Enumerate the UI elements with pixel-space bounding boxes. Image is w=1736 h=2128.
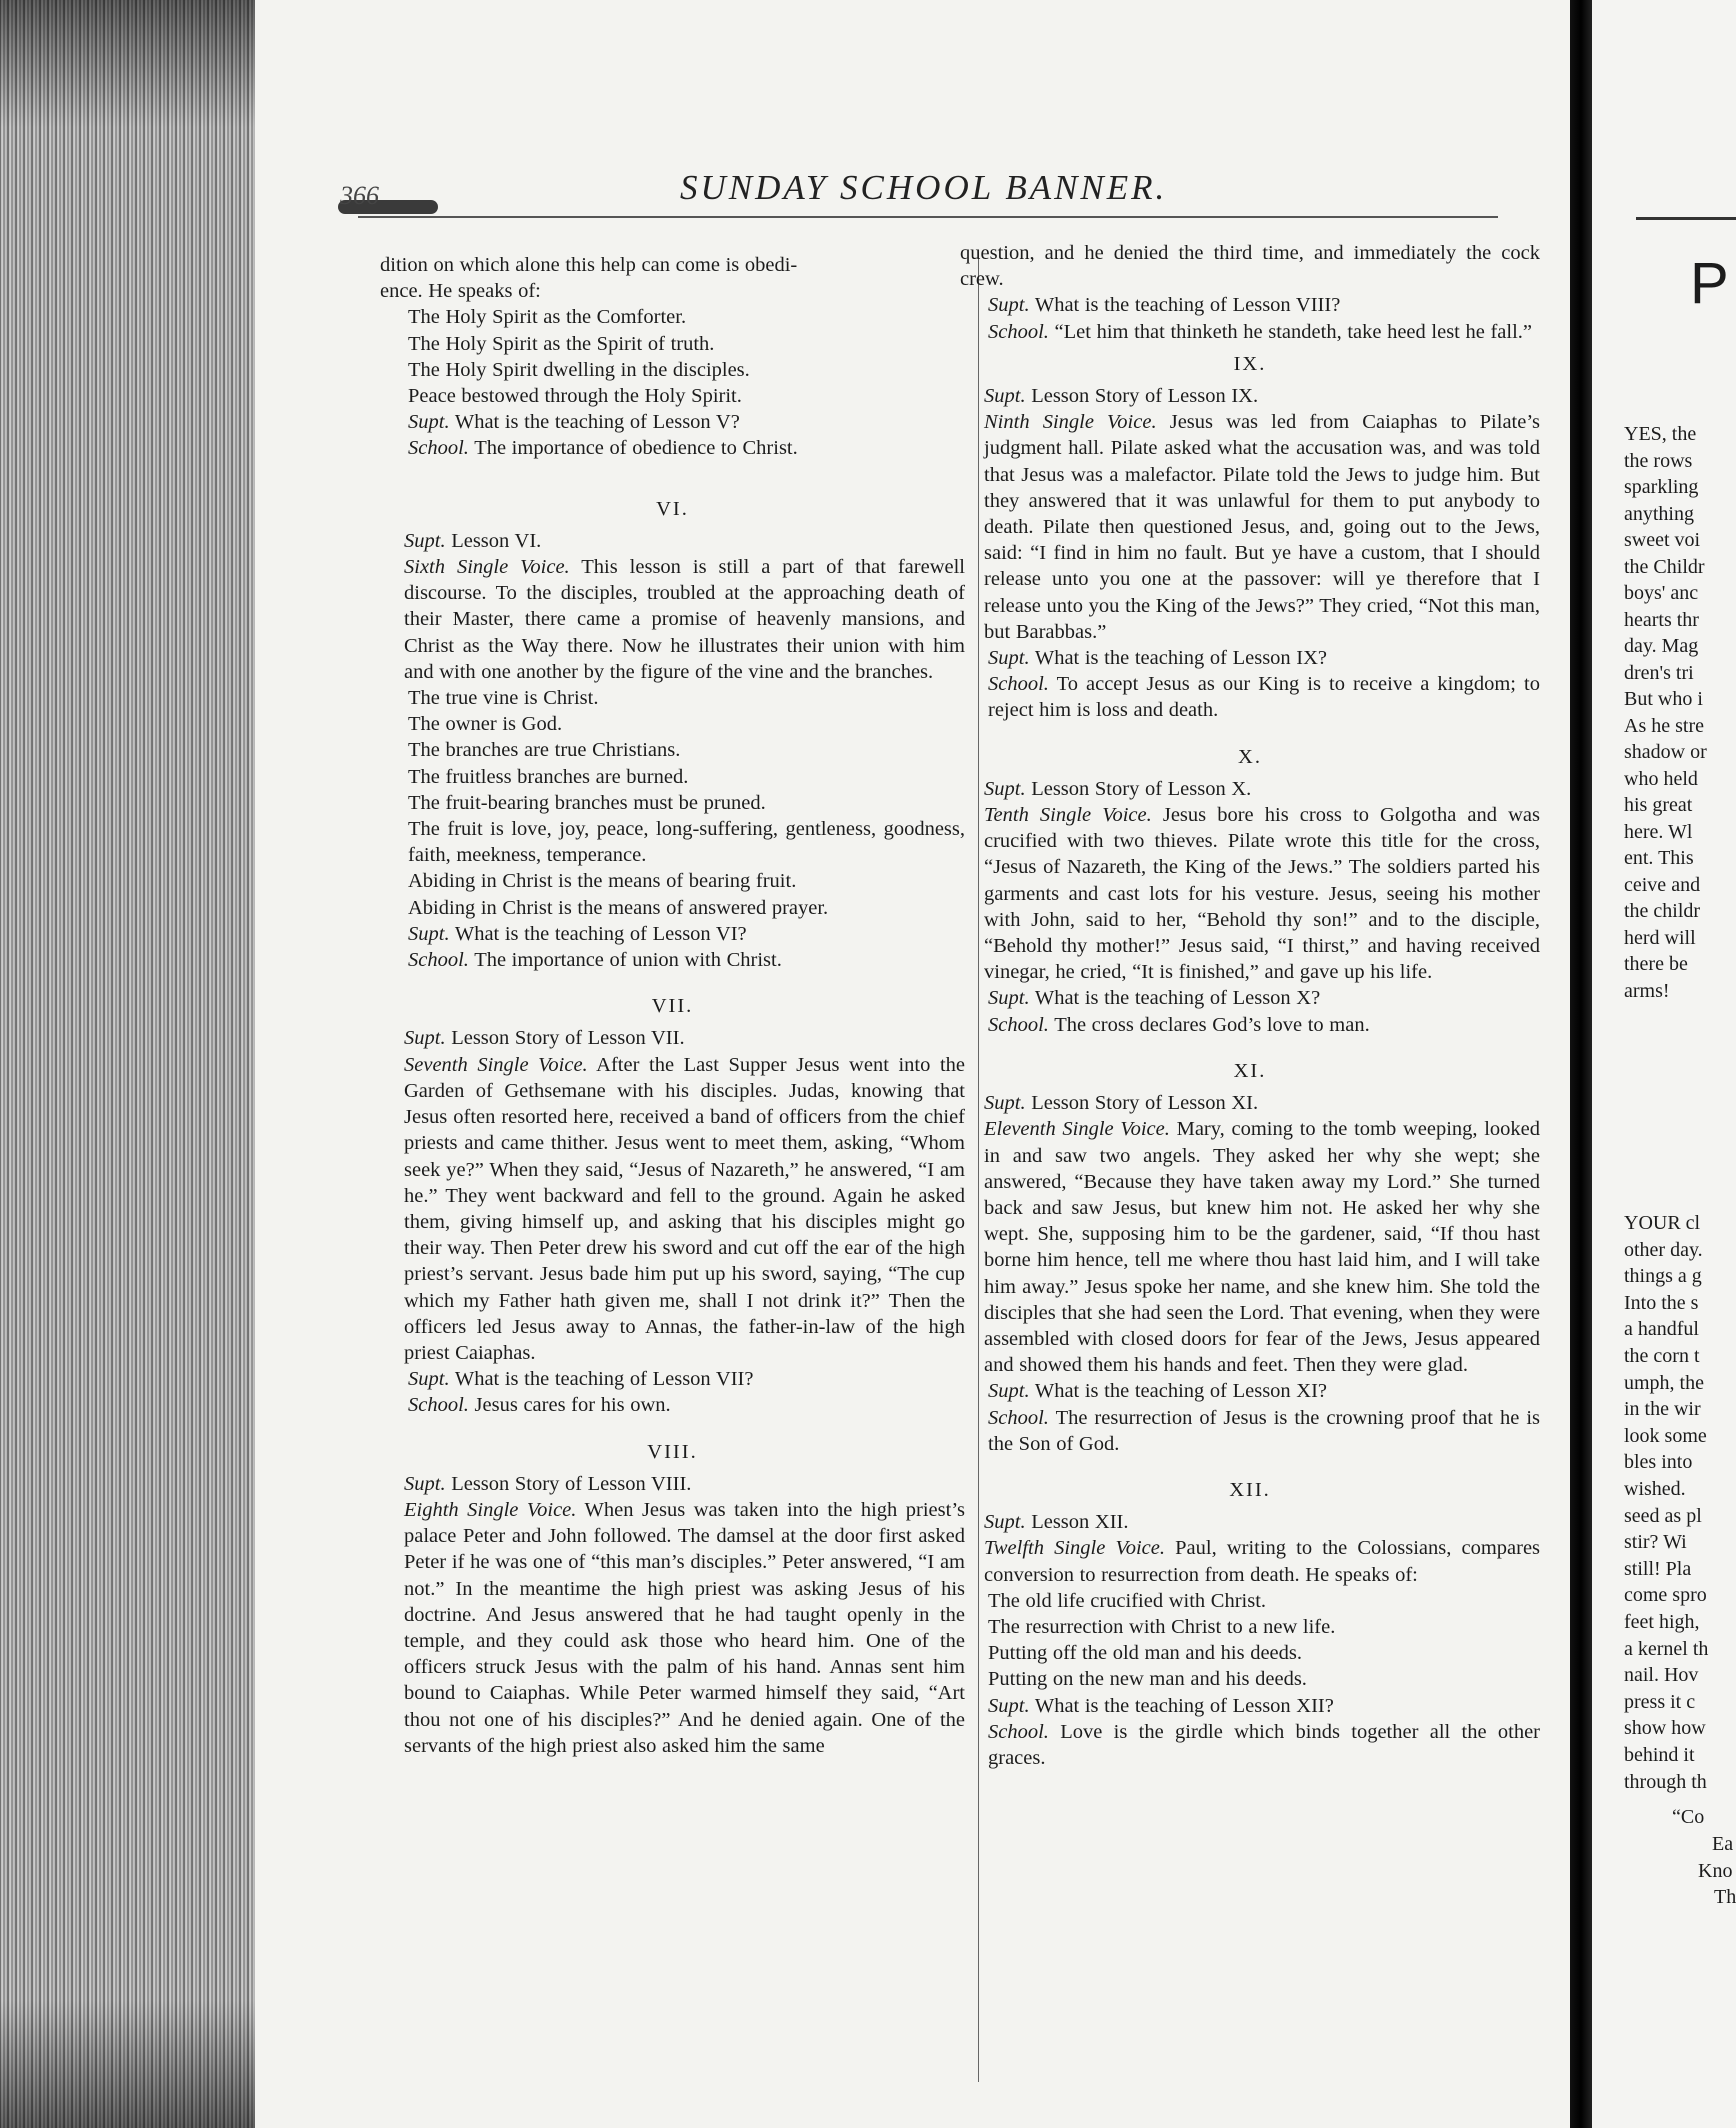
speaker-label: School. [988, 1013, 1049, 1036]
voice-text: Paul, writing to the Colossians, compares conversion to resurrection from death. He speaks of: [984, 1537, 1541, 1586]
facing-page [1592, 0, 1736, 2128]
facing-page-text-fragment: through th [1624, 1770, 1707, 1793]
speaker-label: Supt. [408, 1368, 450, 1391]
speaker-label: School. [988, 320, 1049, 343]
facing-page-text-fragment: still! Pla [1624, 1557, 1692, 1580]
left-column [380, 252, 965, 1759]
speaker-label: Tenth Single Voice. [984, 804, 1152, 827]
speaker-label: Supt. [988, 647, 1030, 670]
speaker-label: School. [988, 1406, 1049, 1429]
facing-page-text-fragment: a kernel th [1624, 1637, 1709, 1660]
answer-text: The resurrection of Jesus is the crowning proof that he is the Son of God. [988, 1406, 1540, 1455]
speaker-label: School. [988, 673, 1049, 696]
speaker-label: Twelfth Single Voice. [984, 1537, 1165, 1560]
facing-page-text-fragment: other day. [1624, 1238, 1703, 1261]
speaker-label: Supt. [988, 1694, 1030, 1717]
voice-paragraph [380, 554, 965, 685]
answer-text: The cross declares God’s love to man. [1054, 1013, 1370, 1036]
facing-page-text-fragment: Kno [1698, 1859, 1733, 1882]
facing-page-text-fragment: feet high, [1624, 1611, 1700, 1633]
question-text: What is the teaching of Lesson XI? [1034, 1380, 1328, 1403]
facing-page-text-fragment: shadow or [1624, 741, 1707, 763]
answer-vi [380, 947, 965, 973]
answer-text: The importance of union with Christ. [474, 949, 782, 972]
question-xi [960, 1378, 1540, 1404]
list-item: The old life crucified with Christ. [988, 1589, 1267, 1612]
facing-page-text-fragment: ent. This [1624, 847, 1694, 869]
speaker-label: Eleventh Single Voice. [984, 1118, 1170, 1141]
supt-text: Lesson Story of Lesson VIII. [451, 1472, 692, 1495]
facing-page-text-fragment: sparkling [1624, 476, 1699, 498]
speaker-label: School. [408, 437, 469, 460]
section-heading-x: X. [1238, 745, 1262, 768]
facing-page-text-fragment: the childr [1624, 900, 1701, 922]
answer-viii [960, 319, 1540, 345]
question-vi [380, 921, 965, 947]
facing-page-text-fragment: herd will [1624, 926, 1696, 949]
list-item: Peace bestowed through the Holy Spirit. [408, 385, 742, 408]
list-item: The Holy Spirit as the Comforter. [408, 306, 687, 329]
voice-text: Jesus bore his cross to Golgotha and was crucified with two thieves. Pilate wrote this title for the cross, “Jesus of Nazareth, the King of the Jews.” The soldiers parted his garments and cast lots for his vesture. Jesus, seeing his mother with John, said to her, “Behold thy son!” and to the disciple, “Behold thy mother!” Jesus said, “I thirst,” and having received vinegar, he cried, “It is finished,” and gave up his life. [984, 804, 1540, 984]
question-x [960, 985, 1540, 1011]
facing-page-text-fragment: look some [1624, 1424, 1707, 1447]
answer-text: The importance of obedience to Christ. [474, 437, 798, 460]
supt-line [380, 1471, 965, 1497]
list-item: The resurrection with Christ to a new life. [988, 1615, 1336, 1638]
voice-text: Jesus was led from Caiaphas to Pilate’s judgment hall. Pilate asked what the accusation was, and was told that Jesus was a malefactor. Pilate told the Jews to judge him. But they answered that it was unlawful for them to put anybody to death. Pilate then questioned Jesus, and, going out to the Jews, said: “I find in him no fault. But ye have a custom, that I should release unto you one at the passover: will ye therefore that I release unto you the King of the Jews?” They cried, “Not this man, but Barabbas.” [984, 411, 1541, 643]
running-head: SUNDAY SCHOOL BANNER. [680, 168, 1168, 207]
supt-line [960, 776, 1540, 802]
facing-page-text-fragment: the corn t [1624, 1345, 1700, 1367]
facing-page-initial: P [1690, 251, 1729, 316]
answer-ix [960, 671, 1540, 723]
voice-text: When Jesus was taken into the high priest’s palace Peter and John followed. The damsel at the door first asked Peter if he was one of “this man’s disciples.” Peter answered, “I am not.” In the meantime the high priest was asking Jesus of his doctrine. And Jesus answered that he had taught openly in the temple, and they could ask those who heard him. One of the officers struck Jesus with the palm of his hand. Annas sent him bound to Caiaphas. While Peter warmed himself they said, “Art thou not one of his disciples?” And he denied again. One of the servants of the high priest also asked him the same [404, 1498, 965, 1757]
speaker-label: Supt. [988, 294, 1030, 317]
speaker-label: Supt. [984, 1092, 1026, 1115]
list-item: The true vine is Christ. [408, 687, 599, 710]
supt-text: Lesson Story of Lesson X. [1031, 777, 1252, 800]
facing-page-text-fragment: YOUR cl [1624, 1212, 1701, 1234]
facing-page-text-fragment: show how [1624, 1717, 1706, 1740]
voice-paragraph [960, 1535, 1540, 1587]
answer-xii [960, 1719, 1540, 1771]
right-column [960, 240, 1540, 1771]
supt-line [960, 383, 1540, 409]
question-vii [380, 1366, 965, 1392]
facing-page-rule [1636, 217, 1736, 220]
supt-line [960, 1090, 1540, 1116]
list-item: Abiding in Christ is the means of bearing fruit. [408, 870, 797, 893]
facing-page-text-fragment: “Co [1672, 1806, 1705, 1828]
supt-line [960, 1509, 1540, 1535]
facing-page-text-fragment: But who i [1624, 688, 1703, 710]
supt-line [380, 1025, 965, 1051]
facing-page-text-fragment: arms! [1624, 979, 1670, 1002]
question-v [380, 409, 965, 435]
section-heading-vii: VII. [651, 995, 694, 1018]
answer-text: Jesus cares for his own. [474, 1394, 671, 1417]
answer-text: Love is the girdle which binds together all the other graces. [988, 1720, 1541, 1769]
answer-text: “Let him that thinketh he standeth, take heed lest he fall.” [1054, 320, 1533, 343]
voice-text: This lesson is still a part of that farewell discourse. To the disciples, troubled at the approaching death of their Master, there came a promise of heavenly mansions, and Christ as the Way there. Now he illustrates their union with him and with one another by the figure of the vine and the branches. [404, 556, 965, 683]
facing-page-text-fragment: press it c [1624, 1690, 1696, 1713]
answer-vii [380, 1392, 965, 1418]
facing-page-text-fragment: Th [1714, 1886, 1736, 1909]
question-text: What is the teaching of Lesson IX? [1034, 647, 1328, 670]
speaker-label: Supt. [404, 529, 446, 552]
continued-paragraph: question, and he denied the third time, and immediately the cock crew. [960, 242, 1540, 291]
facing-page-text-fragment: As he stre [1624, 714, 1704, 737]
question-xii [960, 1693, 1540, 1719]
facing-page-text-fragment: bles into [1624, 1451, 1693, 1474]
facing-page-text-fragment: the Childr [1624, 555, 1705, 578]
question-ix [960, 645, 1540, 671]
facing-page-text-fragment: behind it [1624, 1744, 1695, 1766]
list-item: Putting on the new man and his deeds. [988, 1668, 1307, 1691]
facing-page-text-fragment: ceive and [1624, 873, 1701, 896]
answer-v [380, 435, 965, 461]
book-edge-shadow [0, 0, 255, 2128]
list-item: Putting off the old man and his deeds. [988, 1642, 1303, 1665]
list-item: The Holy Spirit as the Spirit of truth. [408, 332, 715, 355]
facing-page-text-fragment: anything [1624, 502, 1694, 525]
supt-text: Lesson Story of Lesson XI. [1031, 1092, 1259, 1115]
list-item: The Holy Spirit dwelling in the disciples. [408, 358, 750, 381]
question-text: What is the teaching of Lesson X? [1034, 987, 1321, 1010]
facing-page-text-fragment: come spro [1624, 1584, 1707, 1607]
answer-x [960, 1012, 1540, 1038]
speaker-label: School. [988, 1720, 1049, 1743]
speaker-label: Supt. [408, 411, 450, 434]
facing-page-text-fragment: YES, the [1624, 423, 1697, 445]
speaker-label: Sixth Single Voice. [404, 556, 570, 579]
book-gutter [1570, 0, 1592, 2128]
voice-paragraph [960, 802, 1540, 985]
facing-page-text-fragment: umph, the [1624, 1371, 1704, 1394]
supt-text: Lesson VI. [451, 529, 542, 552]
header-rule [358, 216, 1498, 218]
speaker-label: School. [408, 1394, 469, 1417]
voice-paragraph [380, 1052, 965, 1366]
speaker-label: Supt. [988, 987, 1030, 1010]
voice-paragraph [380, 1497, 965, 1759]
intro-line: dition on which alone this help can come is obedi- [380, 254, 798, 276]
answer-xi [960, 1405, 1540, 1457]
answer-text: To accept Jesus as our King is to receive a kingdom; to reject him is loss and death. [988, 673, 1540, 722]
section-heading-xii: XII. [1229, 1478, 1271, 1501]
voice-paragraph [960, 1116, 1540, 1378]
facing-page-text-fragment: a handful [1624, 1318, 1699, 1341]
question-text: What is the teaching of Lesson VII? [454, 1368, 754, 1391]
facing-page-text-fragment: hearts thr [1624, 608, 1699, 631]
facing-page-text-fragment: day. Mag [1624, 635, 1699, 657]
facing-page-text-fragment: in the wir [1624, 1398, 1701, 1421]
list-item: The branches are true Christians. [408, 739, 681, 762]
list-item: The fruitless branches are burned. [408, 765, 689, 788]
question-text: What is the teaching of Lesson VIII? [1034, 294, 1341, 317]
facing-page-text-fragment: who held [1624, 767, 1698, 790]
facing-page-text-fragment: seed as pl [1624, 1504, 1702, 1527]
facing-page-text-fragment: Into the s [1624, 1291, 1699, 1314]
section-heading-vi: VI. [656, 497, 689, 520]
facing-page-text-fragment: things a g [1624, 1265, 1702, 1288]
speaker-label: Supt. [984, 1511, 1026, 1534]
speaker-label: Supt. [404, 1027, 446, 1050]
supt-text: Lesson XII. [1031, 1511, 1129, 1534]
facing-page-text-fragment: boys' anc [1624, 582, 1699, 604]
list-item: The fruit-bearing branches must be pruned. [408, 791, 766, 814]
voice-paragraph [960, 409, 1540, 645]
list-item: Abiding in Christ is the means of answered prayer. [408, 896, 829, 919]
facing-page-text-fragment: Ea [1712, 1832, 1734, 1855]
speaker-label: Supt. [988, 1380, 1030, 1403]
question-text: What is the teaching of Lesson VI? [454, 922, 747, 945]
speaker-label: Supt. [408, 922, 450, 945]
speaker-label: Supt. [984, 385, 1026, 408]
speaker-label: Seventh Single Voice. [404, 1053, 588, 1076]
list-item: The owner is God. [408, 713, 563, 736]
supt-text: Lesson Story of Lesson IX. [1031, 385, 1259, 408]
question-text: What is the teaching of Lesson XII? [1034, 1694, 1334, 1717]
facing-page-text-fragment: wished. [1624, 1478, 1686, 1500]
facing-page-text-fragment: sweet voi [1624, 529, 1701, 551]
supt-line [380, 528, 965, 554]
facing-page-text-fragment: the rows [1624, 449, 1693, 472]
supt-text: Lesson Story of Lesson VII. [451, 1027, 685, 1050]
facing-page-text-fragment: his great [1624, 794, 1693, 816]
question-viii [960, 292, 1540, 318]
section-heading-viii: VIII. [647, 1440, 698, 1463]
section-heading-xi: XI. [1233, 1059, 1267, 1082]
list-item: The fruit is love, joy, peace, long-suffering, gentleness, goodness, faith, meekness, temperance. [408, 818, 965, 867]
section-heading-ix: IX. [1233, 352, 1267, 375]
facing-page-text-fragment: there be [1624, 953, 1688, 975]
speaker-label: Supt. [404, 1472, 446, 1495]
voice-text: After the Last Supper Jesus went into the Garden of Gethsemane with his disciples. Judas, knowing that Jesus often resorted here, received a band of officers from the chief priests and came thither. Jesus went to meet them, asking, “Whom seek ye?” When they said, “Jesus of Nazareth,” he answered, “I am he.” They went backward and fell to the ground. Again he asked them, giving himself up, and asking that his disciples might go their way. Then Peter drew his sword and cut off the ear of the high priest’s servant. Jesus bade him put up his sword, saying, “The cup which my Father hath given me, shall I not drink it?” Then the officers led Jesus away to Annas, the father-in-law of the high priest Caiaphas. [404, 1053, 966, 1364]
page-number: 366 [340, 185, 379, 207]
facing-page-text-fragment: nail. Hov [1624, 1664, 1699, 1687]
speaker-label: School. [408, 949, 469, 972]
intro-line: ence. He speaks of: [380, 280, 541, 303]
speaker-label: Supt. [984, 777, 1026, 800]
facing-page-text-fragment: stir? Wi [1624, 1531, 1687, 1554]
speaker-label: Eighth Single Voice. [404, 1498, 577, 1521]
question-text: What is the teaching of Lesson V? [454, 411, 740, 434]
facing-page-text-fragment: here. Wl [1624, 820, 1693, 843]
facing-page-text-fragment: dren's tri [1624, 661, 1694, 684]
voice-text: Mary, coming to the tomb weeping, looked in and saw two angels. They asked her why she wept; she answered, “Because they have taken away my Lord.” She turned back and saw Jesus, but knew him not. He asked her why she wept. She, supposing him to be the gardener, said, “If thou hast borne him hence, tell me where thou hast laid him, and I will take him away.” Jesus spoke her name, and she knew him. She told the disciples that she had seen the Lord. That evening, when they were assembled with closed doors for fear of the Jews, Jesus appeared and showed them his hands and feet. Then they were glad. [984, 1118, 1541, 1377]
speaker-label: Ninth Single Voice. [984, 411, 1157, 434]
